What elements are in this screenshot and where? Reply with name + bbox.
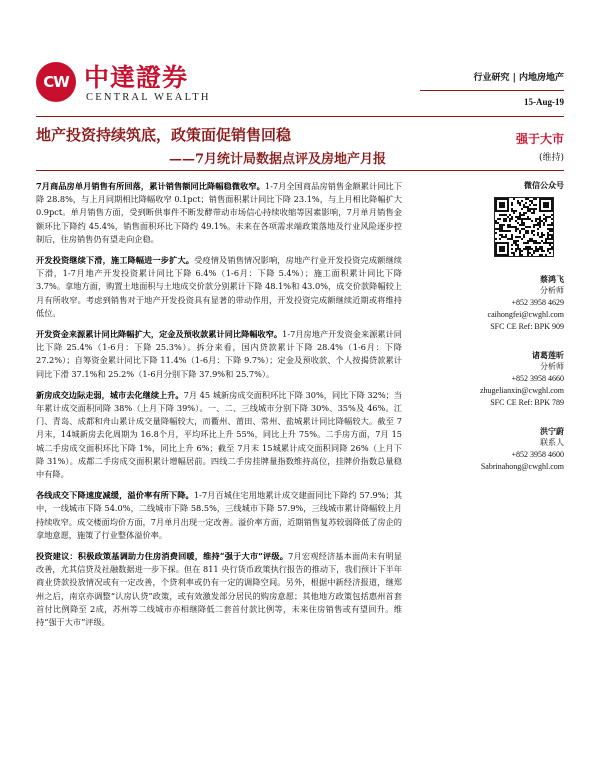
section-lead: 开发资金来源累计同比降幅扩大，定金及预收款累计同比降幅收窄。 — [36, 329, 283, 340]
section-text: 受疫情及销售情况影响，房地产行业开发投资完成额继续下滑，1-7月地产开发投资累计同比下降 6.4%（1-6月：下降 5.4%）；施工面积累计同比下降 3.7%。拿地方面，购置土地面积与土地成交价款分别累计下降 48.1%和 43.0%，成交价款降幅较上月有所收窄。考虑到销售对于地产开发投资具有显著的带动作用，开发投资完成额继续近期或将维持低位。 — [36, 255, 402, 318]
section-recommendation — [36, 550, 402, 629]
title-divider — [36, 170, 564, 171]
logo-mark: CW — [36, 62, 76, 102]
section-land — [36, 489, 402, 542]
analyst-phone: +852 3958 4600 — [511, 450, 564, 459]
section-text: 1-7月房地产开发资金来源累计同比下降 25.4%（1-6月：下降 25.3%）。拆分来看，国内贷款累计下降 28.4%（1-6月：下降 27.2%）；自筹资金累计同比下降 11.4%（1-6月：下降 9.7%）；定金及预收款、个人按揭贷款累计同比下滑 37.1%和 25.2%（1-6月分别下降 37.9%和 25.7%）。 — [36, 329, 402, 379]
analyst-email-link[interactable]: caihongfei@cwghl.com — [487, 310, 564, 319]
section-lead: 投资建议：积极政策基调助力住房消费回暖，维持“强于大市”评级。 — [36, 551, 289, 562]
company-logo — [36, 60, 246, 110]
wechat-label: 微信公众号 — [524, 180, 564, 190]
rating-label: 强于大市 — [515, 132, 564, 146]
header-divider — [36, 116, 564, 117]
wechat-qr-code-icon[interactable] — [494, 197, 554, 257]
section-transactions — [36, 389, 402, 481]
section-sales — [36, 180, 402, 246]
report-date: 15-Aug-19 — [524, 97, 564, 107]
report-body — [36, 180, 402, 637]
analyst-role: 联系人 — [540, 438, 564, 447]
section-lead: 7月商品房单月销售有所回落，累计销售额同比降幅稳微收窄。 — [36, 181, 265, 191]
analyst-name: 蔡鸿飞 — [540, 274, 564, 284]
section-lead: 各线成交下降速度减缓，溢价率有所下降。 — [36, 490, 194, 501]
analyst-card — [420, 349, 564, 409]
section-text: 7月 45 城新房成交面积环比下降 30%，同比下降 32%；当年累计成交面积同降 38%（上月下降 39%）。一、二、三线城市分别下降 30%、35%及 46%。江门、青岛、成都和舟山累计成交量降幅较大，而衢州、莆田、常州、盐城累计同比降幅较大。截至 7月末，14城新房去化周期为 16.8个月，平均环比上升 55%，同比上升 75%。二手房方面，7月 15城二手房成交面积环比下降 1%，同比上升 6%；截至 7月末 15城累计成交面积同降 26%（上月下降 31%）。成都二手房成交面积累计增幅居前。四线二手房挂牌量指数维持高位，挂牌价指数总量稳中有降。 — [36, 389, 402, 480]
analyst-name: 洪宁蔚 — [540, 426, 564, 436]
report-category: 行业研究 | 内地房地产 — [473, 73, 564, 83]
analyst-card — [420, 273, 564, 333]
section-text: 1-7月百城住宅用地累计成交建面同比下降约 57.9%；其中，一线城市下降 54.0%，二线城市下降 58.5%，三线城市下降 57.9%，三线城市累计降幅较上月持续收窄。成交楼面均价方面，7月单月出现一定改善。溢价率方面，近期销售复苏较弱降低了房企的拿地意愿，施策了行业整体溢价率。 — [36, 490, 402, 540]
section-lead: 新房成交边际走弱，城市去化继续上升。 — [36, 389, 184, 400]
section-text: 7月宏观经济基本面尚未有明显改善，尤其信贷及社融数据进一步下探。但在 811 央行货币政策执行报告的推动下，我们预计下半年商业贷款投放情况或有一定改善，个贷利率或仍有一定的调降空间。另外，根据中新经济报道，继郑州之后，南京亦调整“认房认贷”政策，或有效激发部分居民的购房意愿；其他地方政策包括惠州首套首付比例降至 2成，苏州等二线城市亦相继降低二套首付款比例等，未来住房销售或有望回升。维持“强于大市”评级。 — [36, 551, 402, 628]
report-subtitle: ——7月统计局数据点评及房地产月报 — [168, 152, 386, 167]
analyst-card — [420, 425, 564, 473]
analyst-email-link[interactable]: zhugelianxin@cwghl.com — [479, 386, 564, 395]
report-title: 地产投资持续筑底，政策面促销售回稳 — [36, 126, 292, 144]
section-text: 1-7月全国商品房销售金额累计同比下降 28.8%，与上月同期相比降幅收窄 0.1pct；销售面积累计同比下降 23.1%，与上月相比降幅扩大 0.9pct。单月销售方面，受到断供事件不断发酵带动市场信心持续收缩等因素影响，7月单月销售金额环比下降约 45.4%，销售面积环比下降约 49.1%。未来在各项需求端政策落地及行业风险逐步控制后，住房销售仍有望走向企稳。 — [36, 181, 403, 244]
analyst-role: 分析师 — [540, 286, 564, 295]
section-lead: 开发投资继续下滑，施工降幅进一步扩大。 — [36, 255, 195, 266]
analyst-name: 诸葛莲昕 — [532, 350, 564, 360]
analyst-email-link[interactable]: Sabrinahong@cwghl.com — [480, 462, 564, 471]
analyst-phone: +852 3958 4629 — [511, 298, 564, 307]
analyst-sfc-ref: SFC CE Ref: BPK 789 — [490, 398, 564, 407]
sidebar — [420, 180, 564, 473]
logo-chinese-name: 中達證券 — [84, 63, 189, 92]
section-investment — [36, 254, 402, 320]
logo-english-name: CENTRAL WEALTH — [86, 92, 211, 103]
analyst-role: 分析师 — [540, 362, 564, 371]
section-funding — [36, 328, 402, 381]
rating-status: (维持) — [538, 153, 564, 163]
header-divider-top — [420, 90, 564, 91]
analyst-sfc-ref: SFC CE Ref: BPK 909 — [490, 322, 564, 331]
analyst-phone: +852 3958 4660 — [511, 374, 564, 383]
